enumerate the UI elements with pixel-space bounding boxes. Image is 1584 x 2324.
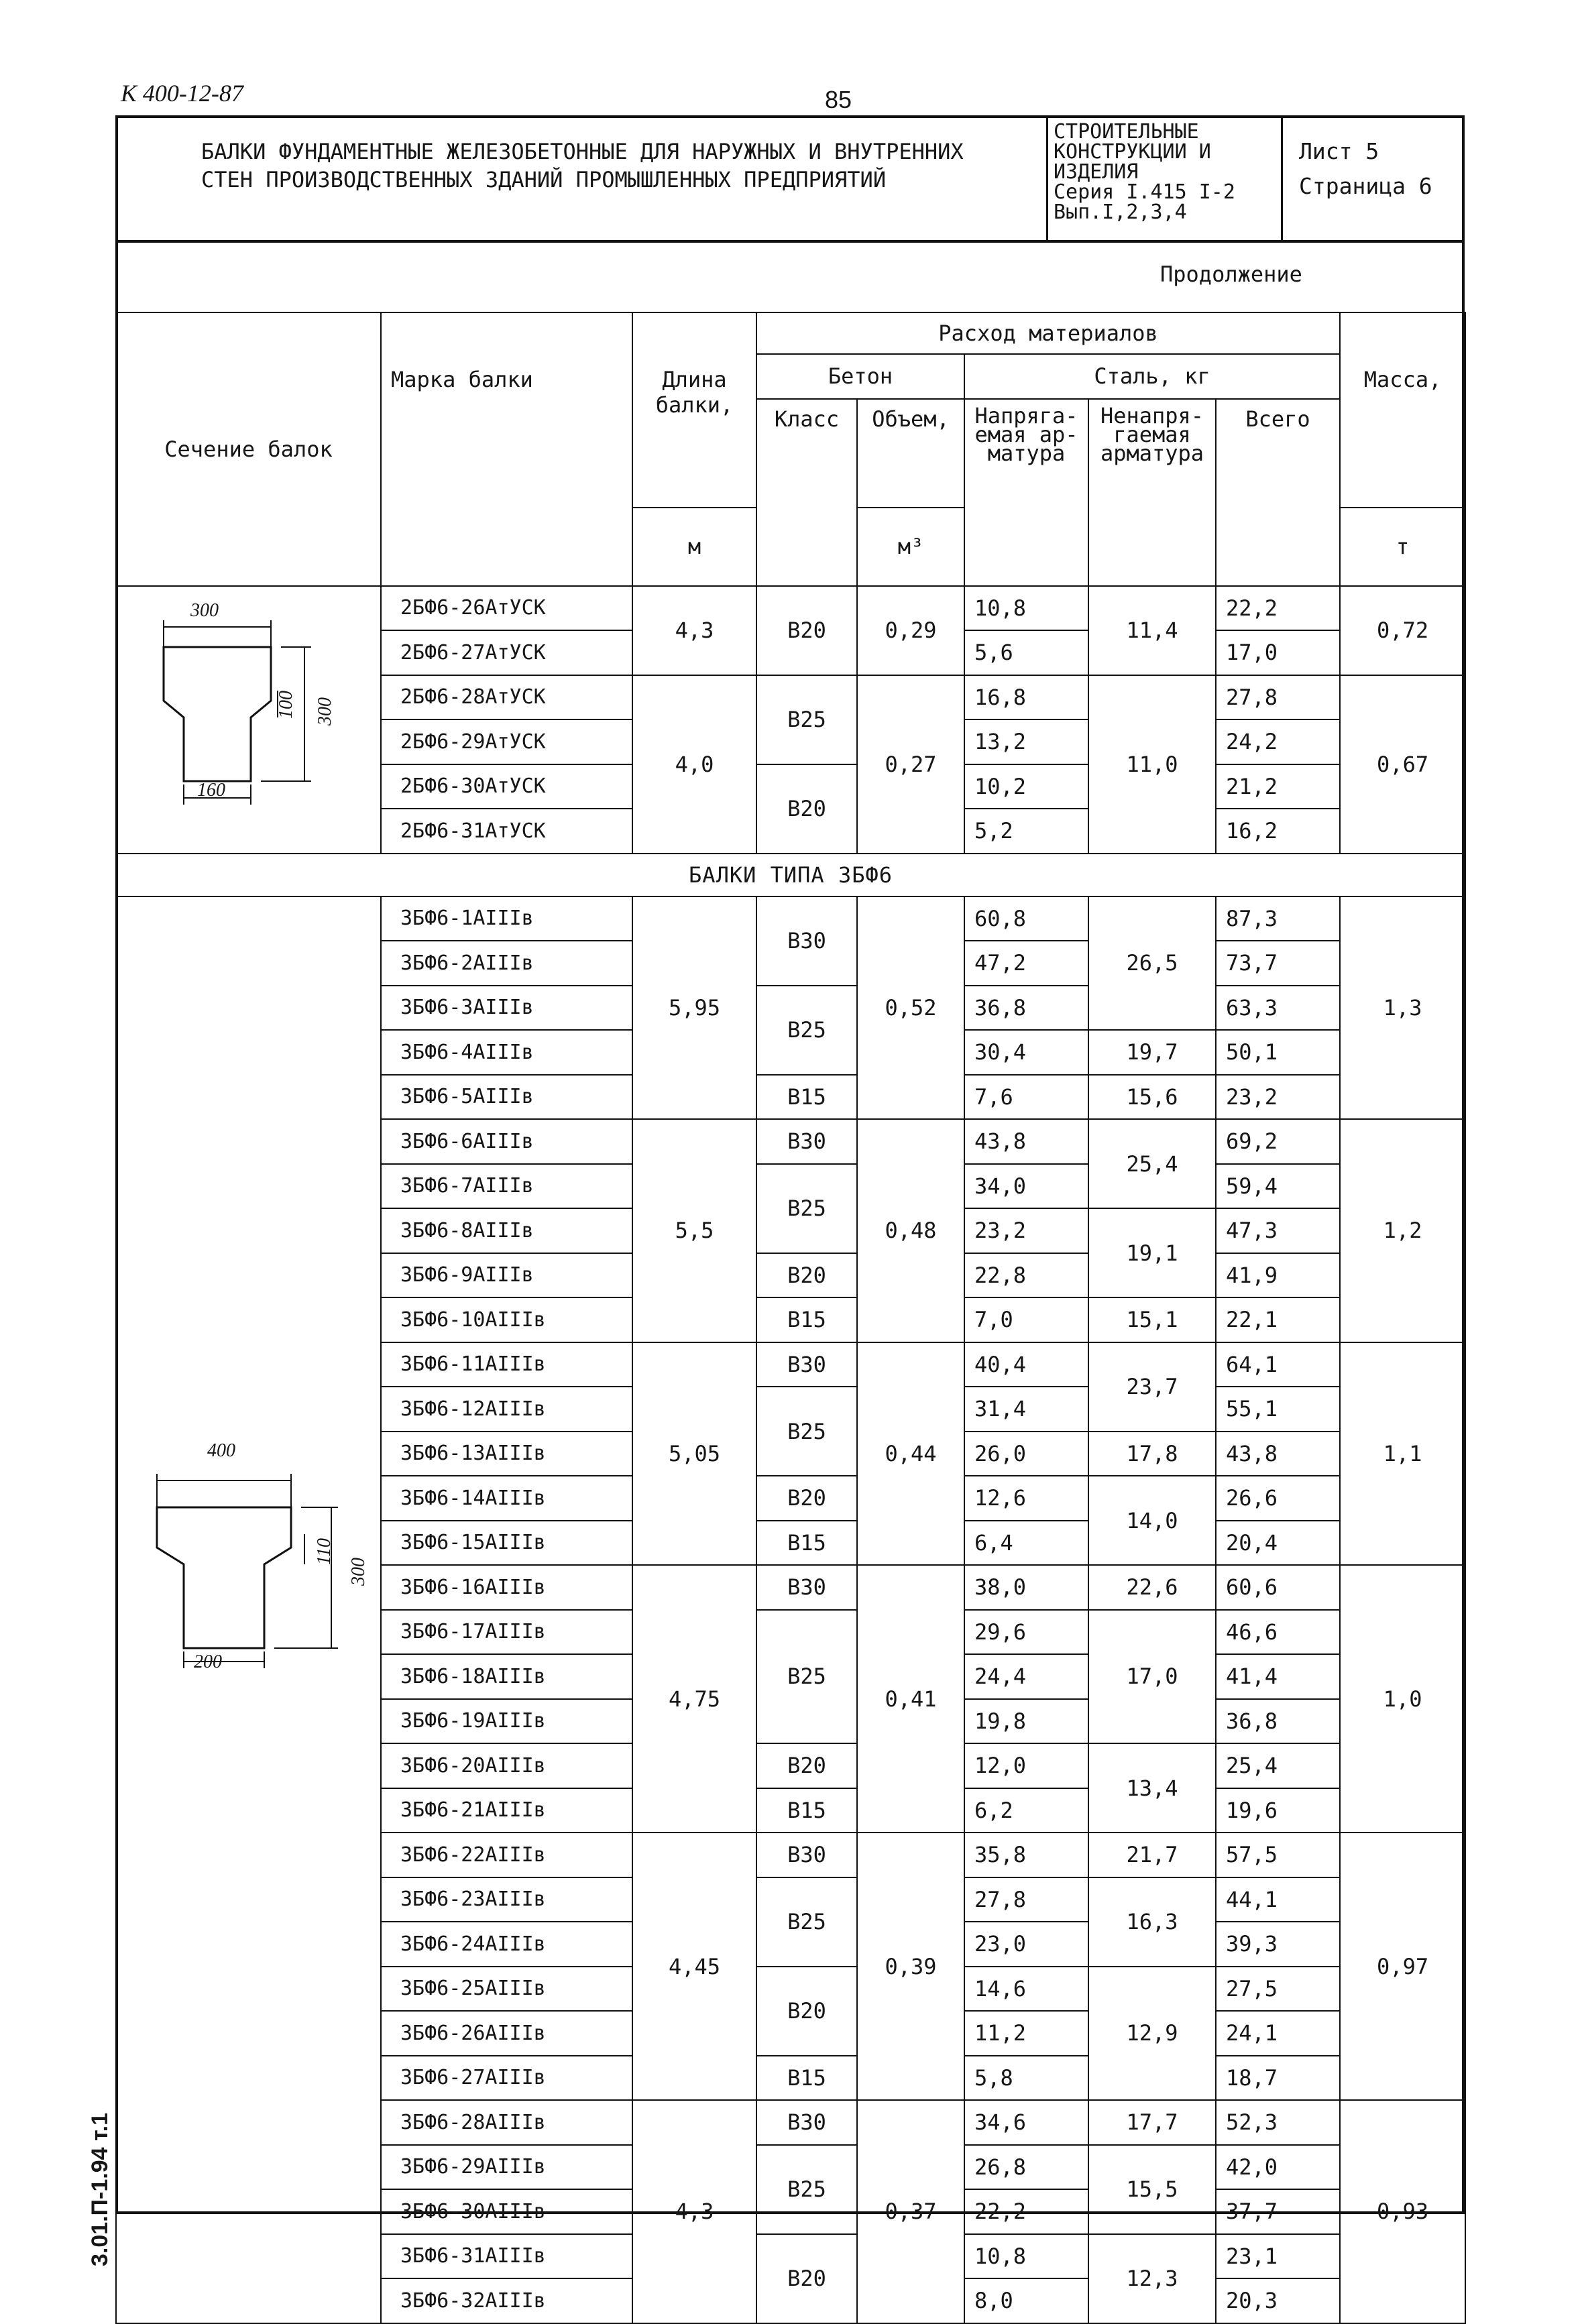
volume-cell: 0,39 (857, 1833, 964, 2100)
prestressed-cell: 12,6 (964, 1476, 1088, 1521)
total-cell: 22,1 (1216, 1297, 1340, 1342)
mark-cell: 2БФ6-27АтУСК (381, 630, 632, 675)
total-cell: 25,4 (1216, 1743, 1340, 1788)
dim-top-1: 300 (190, 599, 219, 621)
total-cell: 17,0 (1216, 630, 1340, 675)
prestressed-cell: 7,6 (964, 1075, 1088, 1120)
mark-cell: 3БФ6-16АIIIв (381, 1565, 632, 1610)
total-cell: 47,3 (1216, 1208, 1340, 1253)
class-cell: B25 (756, 1387, 857, 1476)
mark-cell: 3БФ6-27АIIIв (381, 2056, 632, 2101)
prestressed-cell: 19,8 (964, 1699, 1088, 1744)
prestressed-cell: 23,2 (964, 1208, 1088, 1253)
prestressed-cell: 24,4 (964, 1654, 1088, 1699)
mass-cell: 0,93 (1340, 2100, 1465, 2323)
total-cell: 42,0 (1216, 2145, 1340, 2190)
mark-cell: 3БФ6-30АIIIв (381, 2189, 632, 2234)
class-cell: B20 (756, 2234, 857, 2323)
class-cell: B20 (756, 1743, 857, 1788)
class-cell: B15 (756, 1788, 857, 1833)
length-cell: 4,45 (632, 1833, 756, 2100)
col-section-label: Сечение балок (164, 436, 333, 462)
materials-table (115, 312, 1466, 2324)
mark-cell: 3БФ6-2АIIIв (381, 941, 632, 986)
mark-cell: 3БФ6-18АIIIв (381, 1654, 632, 1699)
total-cell: 16,2 (1216, 809, 1340, 854)
prestressed-cell: 38,0 (964, 1565, 1088, 1610)
banner-row (116, 854, 1465, 896)
title-line-1: БАЛКИ ФУНДАМЕНТНЫЕ ЖЕЛЕЗОБЕТОННЫЕ ДЛЯ НАРУЖНЫХ И ВНУТРЕННИХ (201, 139, 964, 164)
total-cell: 87,3 (1216, 896, 1340, 941)
mark-cell: 3БФ6-9АIIIв (381, 1253, 632, 1298)
col-volume-label: Объем, (872, 406, 950, 432)
total-cell: 37,7 (1216, 2189, 1340, 2234)
dim-flange-1: 100 (276, 690, 296, 719)
table-row (116, 586, 1465, 631)
mass-cell: 1,3 (1340, 896, 1465, 1120)
class-cell: B25 (756, 986, 857, 1075)
class-cell: B30 (756, 896, 857, 986)
total-cell: 27,8 (1216, 675, 1340, 720)
col-mass-header (1340, 312, 1465, 508)
mark-cell: 3БФ6-4АIIIв (381, 1030, 632, 1075)
col-mass-unit (1340, 508, 1465, 586)
col-mark-header (381, 312, 632, 586)
total-cell: 73,7 (1216, 941, 1340, 986)
mark-cell: 3БФ6-6АIIIв (381, 1119, 632, 1164)
nonprestressed-cell: 19,1 (1088, 1208, 1216, 1297)
prestressed-cell: 29,6 (964, 1610, 1088, 1655)
mark-cell: 3БФ6-22АIIIв (381, 1833, 632, 1877)
mass-cell: 1,1 (1340, 1342, 1465, 1566)
col-class-label: Класс (774, 406, 840, 432)
col-total-header (1216, 399, 1340, 586)
prestressed-cell: 34,0 (964, 1164, 1088, 1209)
total-cell: 19,6 (1216, 1788, 1340, 1833)
prestressed-cell: 6,2 (964, 1788, 1088, 1833)
class-cell: B30 (756, 1342, 857, 1387)
nonprestressed-cell: 17,7 (1088, 2100, 1216, 2145)
mark-cell: 3БФ6-13АIIIв (381, 1432, 632, 1476)
mark-cell: 3БФ6-19АIIIв (381, 1699, 632, 1744)
total-cell: 21,2 (1216, 764, 1340, 809)
title-line-2: СТЕН ПРОИЗВОДСТВЕННЫХ ЗДАНИЙ ПРОМЫШЛЕННЫХ ПРЕДПРИЯТИЙ (201, 167, 887, 192)
dim-top-2: 400 (207, 1440, 235, 1461)
volume-cell: 0,29 (857, 586, 964, 675)
prestressed-cell: 26,8 (964, 2145, 1088, 2190)
volume-cell: 0,52 (857, 896, 964, 1120)
prestressed-cell: 5,2 (964, 809, 1088, 854)
prestressed-cell: 16,8 (964, 675, 1088, 720)
col-prestressed-header (964, 399, 1088, 586)
prestressed-cell: 23,0 (964, 1922, 1088, 1967)
document-title (201, 137, 964, 194)
class-cell: B30 (756, 1119, 857, 1164)
total-cell: 59,4 (1216, 1164, 1340, 1209)
prestressed-cell: 30,4 (964, 1030, 1088, 1075)
col-steel-label: Сталь, кг (1094, 363, 1210, 390)
class-cell: B25 (756, 675, 857, 764)
prestressed-cell: 11,2 (964, 2011, 1088, 2056)
prestressed-cell: 34,6 (964, 2100, 1088, 2145)
table-row (116, 896, 1465, 941)
mark-cell: 3БФ6-29АIIIв (381, 2145, 632, 2190)
volume-cell: 0,48 (857, 1119, 964, 1342)
total-cell: 43,8 (1216, 1432, 1340, 1476)
prestressed-cell: 5,6 (964, 630, 1088, 675)
class-cell: B25 (756, 2145, 857, 2234)
col-section-header (116, 312, 381, 586)
prestressed-cell: 6,4 (964, 1521, 1088, 1566)
mark-cell: 3БФ6-14АIIIв (381, 1476, 632, 1521)
col-total-label: Всего (1245, 406, 1310, 432)
prestressed-cell: 10,2 (964, 764, 1088, 809)
col-length-label: Длина балки, (655, 367, 734, 418)
col-nonprestressed-header (1088, 399, 1216, 586)
length-cell: 5,95 (632, 896, 756, 1120)
total-cell: 27,5 (1216, 1967, 1340, 2012)
mass-cell: 0,72 (1340, 586, 1465, 675)
col-steel-header (964, 354, 1340, 399)
total-cell: 64,1 (1216, 1342, 1340, 1387)
class-cell: B30 (756, 1565, 857, 1610)
mark-cell: 3БФ6-23АIIIв (381, 1877, 632, 1922)
nonprestressed-cell: 12,3 (1088, 2234, 1216, 2323)
total-cell: 18,7 (1216, 2056, 1340, 2101)
nonprestressed-cell: 21,7 (1088, 1833, 1216, 1877)
mark-cell: 3БФ6-21АIIIв (381, 1788, 632, 1833)
col-concrete-header (756, 354, 964, 399)
section-sketch-2 (116, 896, 381, 2323)
prestressed-cell: 7,0 (964, 1297, 1088, 1342)
nonprestressed-cell: 16,3 (1088, 1877, 1216, 1967)
document-code: К 400-12-87 (121, 80, 243, 107)
mark-cell: 3БФ6-26АIIIв (381, 2011, 632, 2056)
col-nonprestressed-label: Ненапря- гаемая арматура (1100, 402, 1204, 466)
nonprestressed-cell: 19,7 (1088, 1030, 1216, 1075)
volume-cell: 0,37 (857, 2100, 964, 2323)
total-cell: 41,9 (1216, 1253, 1340, 1298)
mass-cell: 1,2 (1340, 1119, 1465, 1342)
prestressed-cell: 10,8 (964, 2234, 1088, 2279)
header-row-1 (116, 312, 1465, 354)
col-class-header (756, 399, 857, 586)
total-cell: 24,2 (1216, 719, 1340, 764)
prestressed-cell: 26,0 (964, 1432, 1088, 1476)
beam-section-2 (117, 1420, 382, 1688)
total-cell: 41,4 (1216, 1654, 1340, 1699)
prestressed-cell: 14,6 (964, 1967, 1088, 2012)
mark-cell: 2БФ6-31АтУСК (381, 809, 632, 854)
volume-cell: 0,44 (857, 1342, 964, 1566)
mark-cell: 3БФ6-25АIIIв (381, 1967, 632, 2012)
section-sketch-1 (116, 586, 381, 854)
dim-height-1: 300 (315, 697, 335, 725)
nonprestressed-cell: 15,6 (1088, 1075, 1216, 1120)
mark-cell: 3БФ6-15АIIIв (381, 1521, 632, 1566)
nonprestressed-cell: 26,5 (1088, 896, 1216, 1031)
nonprestressed-cell: 17,0 (1088, 1610, 1216, 1744)
total-cell: 46,6 (1216, 1610, 1340, 1655)
nonprestressed-cell: 15,5 (1088, 2145, 1216, 2234)
total-cell: 26,6 (1216, 1476, 1340, 1521)
mark-cell: 3БФ6-31АIIIв (381, 2234, 632, 2279)
prestressed-cell: 22,2 (964, 2189, 1088, 2234)
total-cell: 55,1 (1216, 1387, 1340, 1432)
class-cell: B15 (756, 1521, 857, 1566)
prestressed-cell: 35,8 (964, 1833, 1088, 1877)
mark-cell: 3БФ6-28АIIIв (381, 2100, 632, 2145)
col-prestressed-label: Напряга- емая ар- матура (974, 402, 1078, 466)
series-block (1046, 115, 1281, 243)
mark-cell: 3БФ6-3АIIIв (381, 986, 632, 1031)
total-cell: 36,8 (1216, 1699, 1340, 1744)
prestressed-cell: 36,8 (964, 986, 1088, 1031)
class-cell: B30 (756, 2100, 857, 2145)
volume-cell: 0,41 (857, 1565, 964, 1833)
col-materials-label: Расход материалов (938, 321, 1158, 346)
total-cell: 60,6 (1216, 1565, 1340, 1610)
prestressed-cell: 40,4 (964, 1342, 1088, 1387)
nonprestressed-cell: 11,4 (1088, 586, 1216, 675)
dim-bottom-1: 160 (197, 779, 225, 801)
series-line-3: ИЗДЕЛИЯ (1054, 160, 1139, 184)
prestressed-cell: 22,8 (964, 1253, 1088, 1298)
class-cell: B15 (756, 1297, 857, 1342)
col-length-header (632, 312, 756, 508)
prestressed-cell: 5,8 (964, 2056, 1088, 2101)
class-cell: B20 (756, 1476, 857, 1521)
continuation-label: Продолжение (1160, 262, 1302, 287)
col-mark-label: Марка балки (391, 367, 533, 392)
col-concrete-label: Бетон (828, 363, 893, 390)
class-cell: B20 (756, 1253, 857, 1298)
series-line-2: КОНСТРУКЦИИ И (1054, 140, 1211, 164)
nonprestressed-cell: 15,1 (1088, 1297, 1216, 1342)
total-cell: 23,1 (1216, 2234, 1340, 2279)
mark-cell: 3БФ6-10АIIIв (381, 1297, 632, 1342)
length-cell: 4,3 (632, 2100, 756, 2323)
prestressed-cell: 10,8 (964, 586, 1088, 631)
class-cell: B25 (756, 1164, 857, 1253)
mark-cell: 3БФ6-12АIIIв (381, 1387, 632, 1432)
total-cell: 63,3 (1216, 986, 1340, 1031)
total-cell: 69,2 (1216, 1119, 1340, 1164)
side-code (80, 2065, 121, 2266)
prestressed-cell: 13,2 (964, 719, 1088, 764)
mark-cell: 3БФ6-24АIIIв (381, 1922, 632, 1967)
length-cell: 5,05 (632, 1342, 756, 1566)
sheet-block (1281, 115, 1465, 243)
mark-cell: 3БФ6-7АIIIв (381, 1164, 632, 1209)
mass-cell: 0,67 (1340, 675, 1465, 854)
mark-cell: 2БФ6-26АтУСК (381, 586, 632, 631)
mark-cell: 2БФ6-29АтУСК (381, 719, 632, 764)
length-unit: м (687, 534, 701, 559)
total-cell: 23,2 (1216, 1075, 1340, 1120)
series-line-5: Вып.I,2,3,4 (1054, 200, 1187, 224)
sheet-label: Лист 5 (1299, 138, 1379, 164)
mark-cell: 2БФ6-30АтУСК (381, 764, 632, 809)
mark-cell: 3БФ6-20АIIIв (381, 1743, 632, 1788)
total-cell: 52,3 (1216, 2100, 1340, 2145)
nonprestressed-cell: 25,4 (1088, 1119, 1216, 1208)
total-cell: 24,1 (1216, 2011, 1340, 2056)
nonprestressed-cell: 17,8 (1088, 1432, 1216, 1476)
total-cell: 57,5 (1216, 1833, 1340, 1877)
class-cell: B15 (756, 1075, 857, 1120)
mass-unit: т (1396, 534, 1410, 559)
total-cell: 20,4 (1216, 1521, 1340, 1566)
length-cell: 4,75 (632, 1565, 756, 1833)
prestressed-cell: 8,0 (964, 2278, 1088, 2323)
class-cell: B15 (756, 2056, 857, 2101)
col-materials-header (756, 312, 1340, 354)
mark-cell: 2БФ6-28АтУСК (381, 675, 632, 720)
col-volume-unit (857, 508, 964, 586)
col-volume-header (857, 399, 964, 508)
col-length-unit (632, 508, 756, 586)
class-cell: B20 (756, 764, 857, 854)
total-cell: 39,3 (1216, 1922, 1340, 1967)
col-mass-label: Масса, (1363, 367, 1442, 392)
volume-unit: м³ (897, 534, 924, 559)
total-cell: 22,2 (1216, 586, 1340, 631)
nonprestressed-cell: 23,7 (1088, 1342, 1216, 1432)
class-cell: B30 (756, 1833, 857, 1877)
total-cell: 50,1 (1216, 1030, 1340, 1075)
class-cell: B20 (756, 1967, 857, 2056)
mass-cell: 1,0 (1340, 1565, 1465, 1833)
total-cell: 44,1 (1216, 1877, 1340, 1922)
class-cell: B25 (756, 1877, 857, 1967)
mark-cell: 3БФ6-8АIIIв (381, 1208, 632, 1253)
length-cell: 4,0 (632, 675, 756, 854)
series-line-1: СТРОИТЕЛЬНЫЕ (1054, 120, 1199, 143)
length-cell: 5,5 (632, 1119, 756, 1342)
volume-cell: 0,27 (857, 675, 964, 854)
mark-cell: 3БФ6-1АIIIв (381, 896, 632, 941)
page-number: 85 (825, 86, 852, 113)
mark-cell: 3БФ6-11АIIIв (381, 1342, 632, 1387)
series-line-4: Серия I.415 I-2 (1054, 180, 1235, 204)
dim-bottom-2: 200 (194, 1651, 222, 1672)
mass-cell: 0,97 (1340, 1833, 1465, 2100)
prestressed-cell: 43,8 (964, 1119, 1088, 1164)
prestressed-cell: 60,8 (964, 896, 1088, 941)
section-banner: БАЛКИ ТИПА 3БФ6 (116, 854, 1465, 896)
mark-cell: 3БФ6-32АIIIв (381, 2278, 632, 2323)
nonprestressed-cell: 12,9 (1088, 1967, 1216, 2101)
mark-cell: 3БФ6-5АIIIв (381, 1075, 632, 1120)
dim-height-2: 300 (348, 1557, 369, 1586)
class-cell: B20 (756, 586, 857, 675)
page-label: Страница 6 (1299, 173, 1432, 199)
prestressed-cell: 47,2 (964, 941, 1088, 986)
class-cell: B25 (756, 1610, 857, 1744)
prestressed-cell: 12,0 (964, 1743, 1088, 1788)
prestressed-cell: 27,8 (964, 1877, 1088, 1922)
total-cell: 20,3 (1216, 2278, 1340, 2323)
length-cell: 4,3 (632, 586, 756, 675)
nonprestressed-cell: 22,6 (1088, 1565, 1216, 1610)
dim-flange-2: 110 (313, 1537, 335, 1565)
nonprestressed-cell: 14,0 (1088, 1476, 1216, 1565)
nonprestressed-cell: 11,0 (1088, 675, 1216, 854)
mark-cell: 3БФ6-17АIIIв (381, 1610, 632, 1655)
side-code-text: 3.01.П-1.94 т.1 (87, 2112, 113, 2266)
nonprestressed-cell: 13,4 (1088, 1743, 1216, 1833)
prestressed-cell: 31,4 (964, 1387, 1088, 1432)
